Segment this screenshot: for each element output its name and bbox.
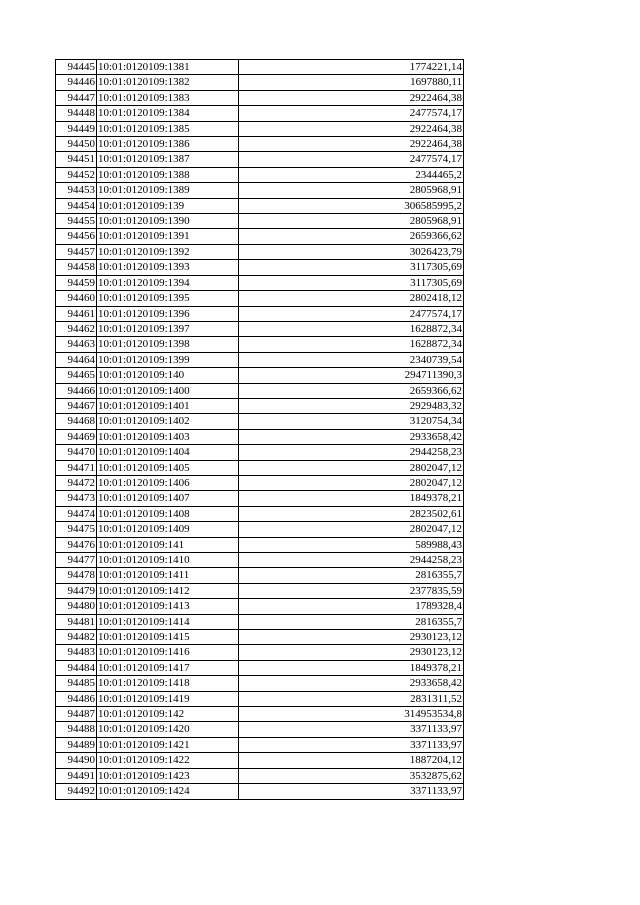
cadastral-code-cell: 10:01:0120109:142 — [97, 707, 239, 722]
cadastral-code-cell: 10:01:0120109:1423 — [97, 768, 239, 783]
row-id-cell: 94447 — [56, 90, 97, 105]
table-row — [56, 768, 464, 783]
table-row — [56, 60, 464, 75]
row-id-cell: 94486 — [56, 691, 97, 706]
value-cell: 2477574,17 — [239, 106, 464, 121]
value-cell: 3371133,97 — [239, 784, 464, 799]
table-row — [56, 737, 464, 752]
cadastral-code-cell: 10:01:0120109:1422 — [97, 753, 239, 768]
cadastral-code-cell: 10:01:0120109:1406 — [97, 475, 239, 490]
value-cell: 3371133,97 — [239, 722, 464, 737]
table-row — [56, 152, 464, 167]
value-cell: 294711390,3 — [239, 368, 464, 383]
row-id-cell: 94484 — [56, 660, 97, 675]
cadastral-code-cell: 10:01:0120109:1424 — [97, 784, 239, 799]
value-cell: 2659366,62 — [239, 229, 464, 244]
cadastral-code-cell: 10:01:0120109:1409 — [97, 522, 239, 537]
cadastral-code-cell: 10:01:0120109:1408 — [97, 506, 239, 521]
cadastral-code-cell: 10:01:0120109:140 — [97, 368, 239, 383]
cadastral-code-cell: 10:01:0120109:1383 — [97, 90, 239, 105]
table-row — [56, 676, 464, 691]
value-cell: 2477574,17 — [239, 152, 464, 167]
value-cell: 2805968,91 — [239, 183, 464, 198]
value-cell: 2929483,32 — [239, 398, 464, 413]
table-row — [56, 198, 464, 213]
table-row — [56, 229, 464, 244]
cadastral-code-cell: 10:01:0120109:1415 — [97, 630, 239, 645]
table-row — [56, 506, 464, 521]
cadastral-code-cell: 10:01:0120109:1387 — [97, 152, 239, 167]
row-id-cell: 94462 — [56, 321, 97, 336]
value-cell: 2802047,12 — [239, 522, 464, 537]
value-cell: 2944258,23 — [239, 553, 464, 568]
row-id-cell: 94482 — [56, 630, 97, 645]
table-row — [56, 475, 464, 490]
table-row — [56, 306, 464, 321]
cadastral-code-cell: 10:01:0120109:1398 — [97, 337, 239, 352]
row-id-cell: 94468 — [56, 414, 97, 429]
table-row — [56, 291, 464, 306]
value-cell: 1628872,34 — [239, 321, 464, 336]
table-row — [56, 321, 464, 336]
cadastral-code-cell: 10:01:0120109:1414 — [97, 614, 239, 629]
row-id-cell: 94445 — [56, 60, 97, 75]
value-cell: 2922464,38 — [239, 137, 464, 152]
cadastral-code-cell: 10:01:0120109:1389 — [97, 183, 239, 198]
row-id-cell: 94472 — [56, 475, 97, 490]
row-id-cell: 94465 — [56, 368, 97, 383]
cadastral-code-cell: 10:01:0120109:1416 — [97, 645, 239, 660]
cadastral-code-cell: 10:01:0120109:1385 — [97, 121, 239, 136]
row-id-cell: 94473 — [56, 491, 97, 506]
value-cell: 2831311,52 — [239, 691, 464, 706]
value-cell: 2340739,54 — [239, 352, 464, 367]
row-id-cell: 94480 — [56, 599, 97, 614]
row-id-cell: 94454 — [56, 198, 97, 213]
value-cell: 1697880,11 — [239, 75, 464, 90]
cadastral-code-cell: 10:01:0120109:1417 — [97, 660, 239, 675]
row-id-cell: 94458 — [56, 260, 97, 275]
table-row — [56, 337, 464, 352]
value-cell: 2944258,23 — [239, 445, 464, 460]
value-cell: 589988,43 — [239, 537, 464, 552]
row-id-cell: 94456 — [56, 229, 97, 244]
cadastral-code-cell: 10:01:0120109:1382 — [97, 75, 239, 90]
table-row — [56, 691, 464, 706]
cadastral-code-cell: 10:01:0120109:1404 — [97, 445, 239, 460]
row-id-cell: 94450 — [56, 137, 97, 152]
row-id-cell: 94490 — [56, 753, 97, 768]
row-id-cell: 94446 — [56, 75, 97, 90]
row-id-cell: 94448 — [56, 106, 97, 121]
cadastral-code-cell: 10:01:0120109:1395 — [97, 291, 239, 306]
table-row — [56, 183, 464, 198]
table-body — [56, 60, 464, 800]
table-row — [56, 568, 464, 583]
table-row — [56, 106, 464, 121]
row-id-cell: 94452 — [56, 167, 97, 182]
table-row — [56, 368, 464, 383]
table-row — [56, 429, 464, 444]
table-row — [56, 398, 464, 413]
cadastral-code-cell: 10:01:0120109:1394 — [97, 275, 239, 290]
value-cell: 2805968,91 — [239, 214, 464, 229]
cadastral-code-cell: 10:01:0120109:1393 — [97, 260, 239, 275]
value-cell: 1849378,21 — [239, 660, 464, 675]
cadastral-code-cell: 10:01:0120109:1388 — [97, 167, 239, 182]
row-id-cell: 94457 — [56, 244, 97, 259]
table-row — [56, 137, 464, 152]
cadastral-code-cell: 10:01:0120109:1405 — [97, 460, 239, 475]
row-id-cell: 94477 — [56, 553, 97, 568]
row-id-cell: 94474 — [56, 506, 97, 521]
value-cell: 2933658,42 — [239, 676, 464, 691]
value-cell: 3117305,69 — [239, 260, 464, 275]
value-cell: 2930123,12 — [239, 630, 464, 645]
value-cell: 2344465,2 — [239, 167, 464, 182]
row-id-cell: 94449 — [56, 121, 97, 136]
cadastral-code-cell: 10:01:0120109:1420 — [97, 722, 239, 737]
value-cell: 2816355,7 — [239, 568, 464, 583]
row-id-cell: 94451 — [56, 152, 97, 167]
cadastral-code-cell: 10:01:0120109:1381 — [97, 60, 239, 75]
cadastral-code-cell: 10:01:0120109:1386 — [97, 137, 239, 152]
value-cell: 2802047,12 — [239, 475, 464, 490]
table-row — [56, 275, 464, 290]
row-id-cell: 94461 — [56, 306, 97, 321]
row-id-cell: 94475 — [56, 522, 97, 537]
value-cell: 306585995,2 — [239, 198, 464, 213]
cadastral-code-cell: 10:01:0120109:1410 — [97, 553, 239, 568]
value-cell: 2659366,62 — [239, 383, 464, 398]
table-row — [56, 75, 464, 90]
row-id-cell: 94453 — [56, 183, 97, 198]
value-cell: 2477574,17 — [239, 306, 464, 321]
table-row — [56, 645, 464, 660]
table-row — [56, 660, 464, 675]
cadastral-code-cell: 10:01:0120109:1401 — [97, 398, 239, 413]
row-id-cell: 94479 — [56, 583, 97, 598]
row-id-cell: 94463 — [56, 337, 97, 352]
cadastral-code-cell: 10:01:0120109:1400 — [97, 383, 239, 398]
cadastral-code-cell: 10:01:0120109:1392 — [97, 244, 239, 259]
value-cell: 1628872,34 — [239, 337, 464, 352]
row-id-cell: 94489 — [56, 737, 97, 752]
row-id-cell: 94487 — [56, 707, 97, 722]
row-id-cell: 94455 — [56, 214, 97, 229]
cadastral-code-cell: 10:01:0120109:1397 — [97, 321, 239, 336]
value-cell: 3117305,69 — [239, 275, 464, 290]
table-row — [56, 90, 464, 105]
value-cell: 2922464,38 — [239, 121, 464, 136]
value-cell: 3026423,79 — [239, 244, 464, 259]
cadastral-code-cell: 10:01:0120109:139 — [97, 198, 239, 213]
table-row — [56, 553, 464, 568]
row-id-cell: 94460 — [56, 291, 97, 306]
cadastral-code-cell: 10:01:0120109:1391 — [97, 229, 239, 244]
value-cell: 2816355,7 — [239, 614, 464, 629]
row-id-cell: 94481 — [56, 614, 97, 629]
value-cell: 1774221,14 — [239, 60, 464, 75]
table-row — [56, 491, 464, 506]
data-table — [55, 59, 464, 800]
value-cell: 1849378,21 — [239, 491, 464, 506]
value-cell: 3120754,34 — [239, 414, 464, 429]
table-row — [56, 614, 464, 629]
row-id-cell: 94470 — [56, 445, 97, 460]
cadastral-code-cell: 10:01:0120109:1412 — [97, 583, 239, 598]
cadastral-code-cell: 10:01:0120109:1384 — [97, 106, 239, 121]
cadastral-code-cell: 10:01:0120109:1411 — [97, 568, 239, 583]
row-id-cell: 94459 — [56, 275, 97, 290]
row-id-cell: 94478 — [56, 568, 97, 583]
table-row — [56, 352, 464, 367]
cadastral-code-cell: 10:01:0120109:1413 — [97, 599, 239, 614]
cadastral-code-cell: 10:01:0120109:1407 — [97, 491, 239, 506]
cadastral-code-cell: 10:01:0120109:1421 — [97, 737, 239, 752]
value-cell: 314953534,8 — [239, 707, 464, 722]
cadastral-code-cell: 10:01:0120109:1402 — [97, 414, 239, 429]
cadastral-code-cell: 10:01:0120109:1399 — [97, 352, 239, 367]
table-row — [56, 121, 464, 136]
row-id-cell: 94464 — [56, 352, 97, 367]
table-row — [56, 414, 464, 429]
row-id-cell: 94492 — [56, 784, 97, 799]
table-row — [56, 260, 464, 275]
table-row — [56, 522, 464, 537]
table-row — [56, 722, 464, 737]
table-row — [56, 630, 464, 645]
cadastral-code-cell: 10:01:0120109:141 — [97, 537, 239, 552]
cadastral-code-cell: 10:01:0120109:1403 — [97, 429, 239, 444]
cadastral-code-cell: 10:01:0120109:1419 — [97, 691, 239, 706]
table-row — [56, 583, 464, 598]
table-row — [56, 383, 464, 398]
value-cell: 2823502,61 — [239, 506, 464, 521]
value-cell: 1789328,4 — [239, 599, 464, 614]
value-cell: 2802047,12 — [239, 460, 464, 475]
row-id-cell: 94488 — [56, 722, 97, 737]
row-id-cell: 94476 — [56, 537, 97, 552]
cadastral-code-cell: 10:01:0120109:1396 — [97, 306, 239, 321]
cadastral-code-cell: 10:01:0120109:1418 — [97, 676, 239, 691]
row-id-cell: 94466 — [56, 383, 97, 398]
value-cell: 3371133,97 — [239, 737, 464, 752]
value-cell: 3532875,62 — [239, 768, 464, 783]
value-cell: 2377835,59 — [239, 583, 464, 598]
table-row — [56, 599, 464, 614]
value-cell: 2930123,12 — [239, 645, 464, 660]
value-cell: 2933658,42 — [239, 429, 464, 444]
row-id-cell: 94483 — [56, 645, 97, 660]
row-id-cell: 94467 — [56, 398, 97, 413]
row-id-cell: 94491 — [56, 768, 97, 783]
cadastral-code-cell: 10:01:0120109:1390 — [97, 214, 239, 229]
row-id-cell: 94485 — [56, 676, 97, 691]
table-row — [56, 214, 464, 229]
table-row — [56, 537, 464, 552]
value-cell: 2922464,38 — [239, 90, 464, 105]
value-cell: 1887204,12 — [239, 753, 464, 768]
table-row — [56, 784, 464, 799]
value-cell: 2802418,12 — [239, 291, 464, 306]
table-row — [56, 460, 464, 475]
table-row — [56, 445, 464, 460]
row-id-cell: 94469 — [56, 429, 97, 444]
row-id-cell: 94471 — [56, 460, 97, 475]
table-row — [56, 707, 464, 722]
table-row — [56, 753, 464, 768]
table-row — [56, 167, 464, 182]
table-row — [56, 244, 464, 259]
